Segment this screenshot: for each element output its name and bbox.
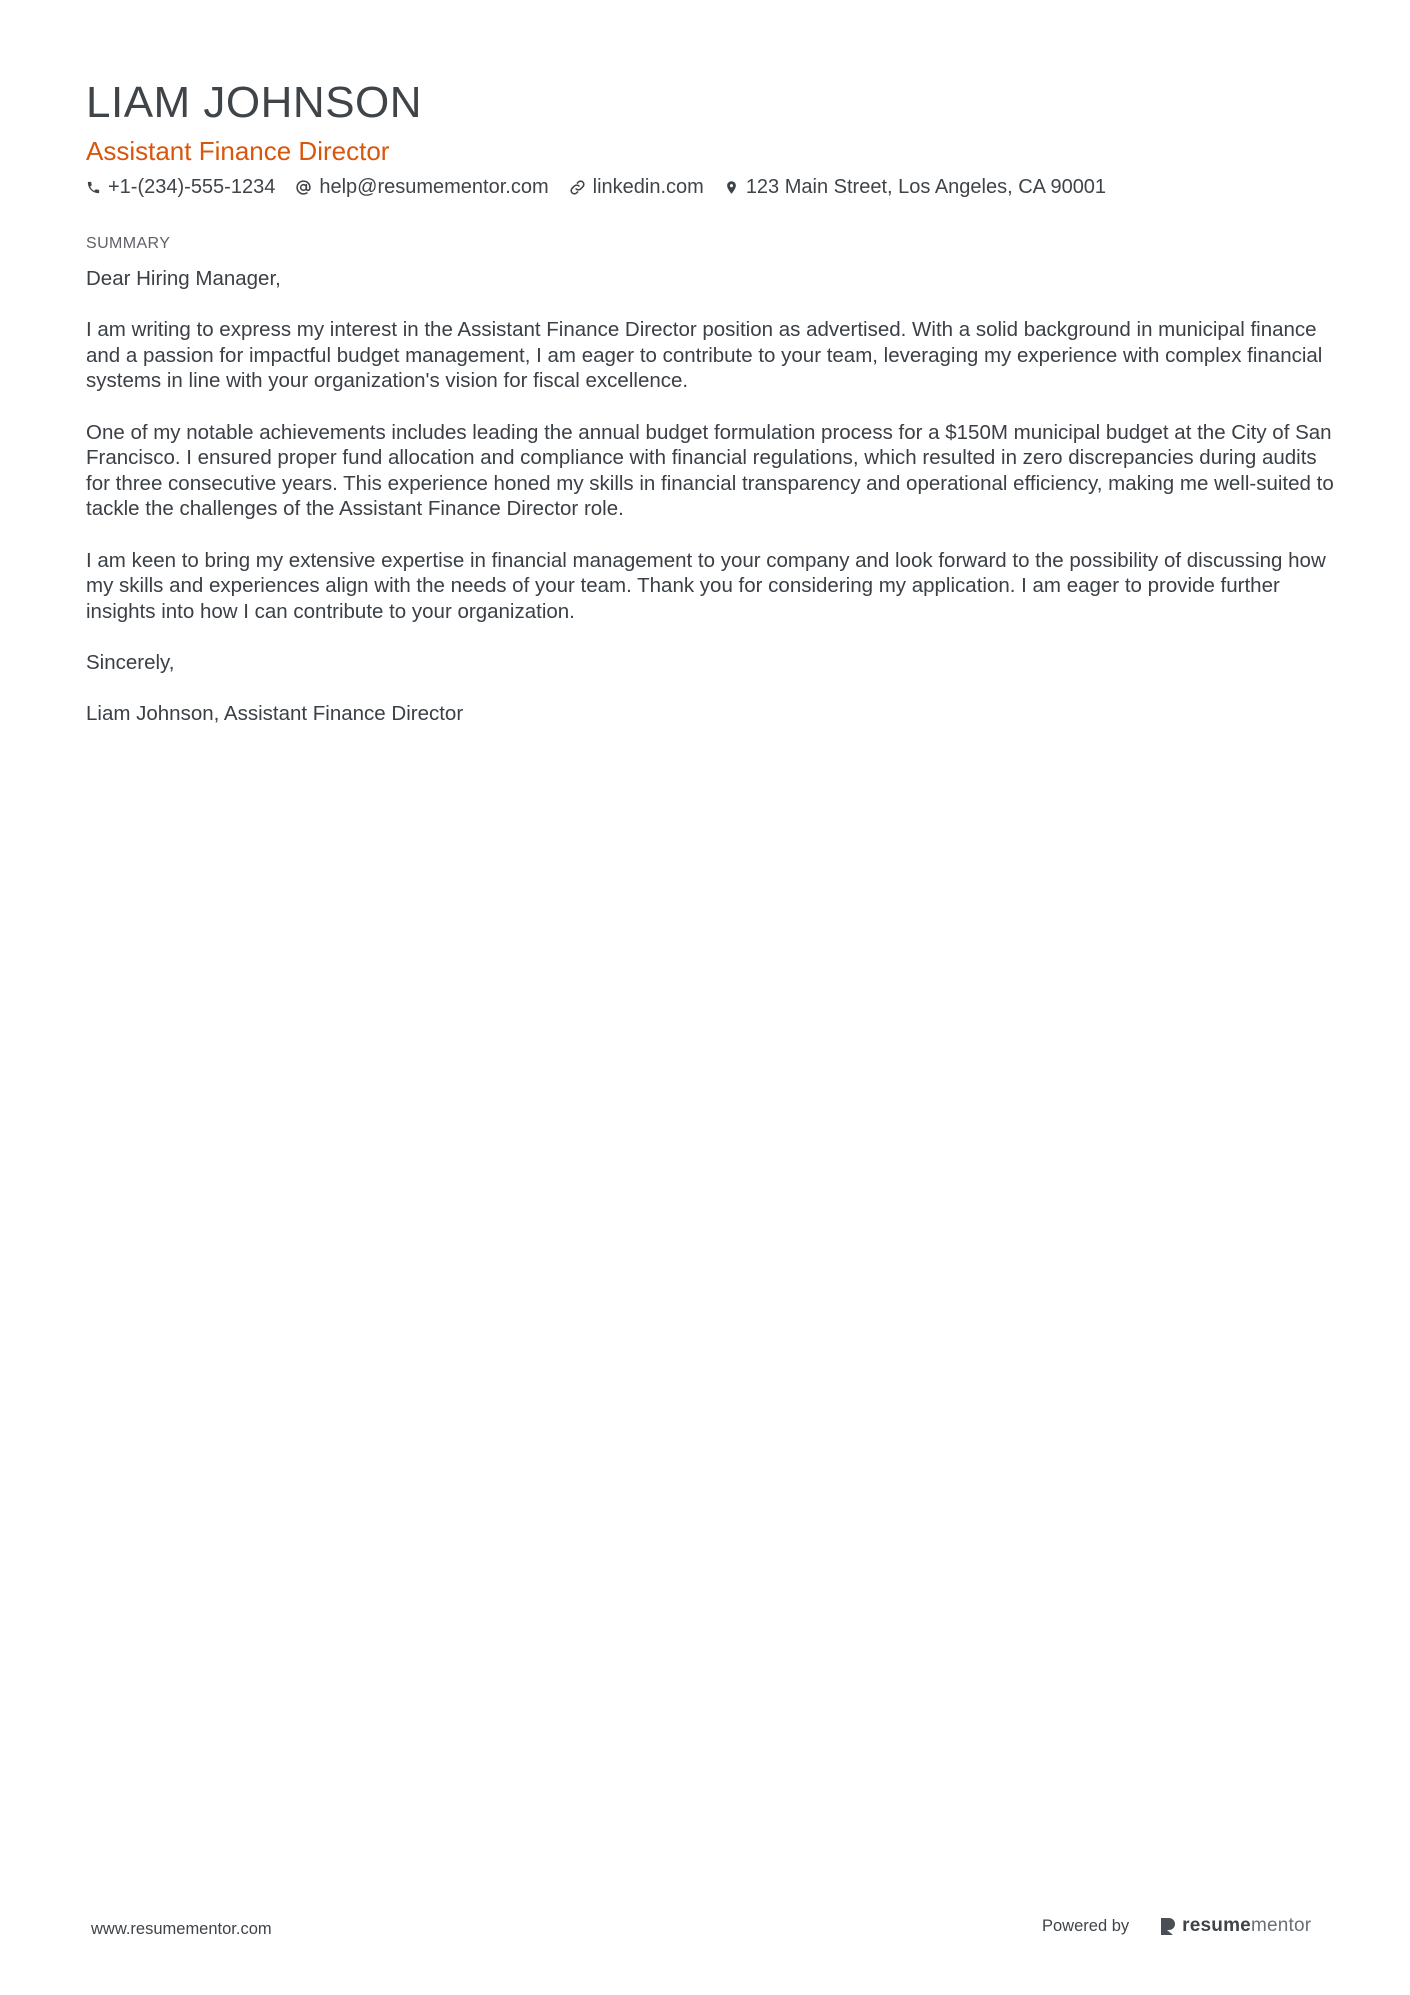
- resumementor-logo-icon: [1159, 1916, 1177, 1936]
- candidate-role: Assistant Finance Director: [86, 136, 390, 166]
- phone-text: +1-(234)-555-1234: [108, 176, 276, 198]
- logo-wordmark-bold: resume: [1182, 1915, 1251, 1936]
- resumementor-logo[interactable]: [1159, 1915, 1311, 1937]
- logo-wordmark: [1182, 1915, 1311, 1937]
- contact-linkedin: [569, 174, 704, 200]
- address-text: 123 Main Street, Los Angeles, CA 90001: [745, 176, 1107, 198]
- candidate-name: LIAM JOHNSON: [86, 78, 423, 127]
- email-text: help@resumementor.com: [319, 176, 549, 198]
- letter-paragraph: I am writing to express my interest in the Assistant Finance Director position as advertised. With a solid background in municipal finance and a passion for impactful budget management, I am eager to contribute to your team, leveraging my experience with complex financial systems in line with your organization's vision for fiscal excellence.: [86, 318, 1323, 393]
- contact-bar: [86, 174, 1336, 200]
- link-icon: [569, 179, 586, 196]
- contact-phone: [86, 174, 275, 200]
- letter-closing: Sincerely,: [86, 650, 175, 674]
- contact-email: [295, 174, 548, 200]
- letter-paragraph: One of my notable achievements includes leading the annual budget formulation process for a $150M municipal budget at the City of San Francisco. I ensured proper fund allocation and compliance with financial regulations, which resulted in zero discrepancies during audits for three consecutive years. This experience honed my skills in financial transparency and operational efficiency, making me well-suited to tackle the challenges of the Assistant Finance Director role.: [86, 420, 1334, 521]
- linkedin-text: linkedin.com: [592, 176, 704, 198]
- summary-heading: SUMMARY: [86, 235, 171, 252]
- letter-greeting: Dear Hiring Manager,: [86, 267, 281, 290]
- logo-wordmark-light: mentor: [1250, 1915, 1312, 1936]
- letter-paragraph: I am keen to bring my extensive expertise in financial management to your company and look forward to the possibility of discussing how my skills and experiences align with the needs of your team. Thank you for considering my application. I am eager to provide further insights into how I can contribute to your organization.: [86, 548, 1326, 623]
- phone-icon: [86, 180, 101, 195]
- letter-body: [86, 266, 1336, 727]
- at-icon: [295, 179, 312, 196]
- letter-signature: Liam Johnson, Assistant Finance Director: [86, 702, 464, 726]
- location-pin-icon: [724, 179, 739, 196]
- footer-branding: [1042, 1915, 1311, 1937]
- powered-by-label: Powered by: [1042, 1916, 1130, 1935]
- footer-website-link[interactable]: www.resumementor.com: [91, 1920, 272, 1938]
- contact-address: [724, 174, 1106, 200]
- cover-letter-page: [86, 78, 1336, 752]
